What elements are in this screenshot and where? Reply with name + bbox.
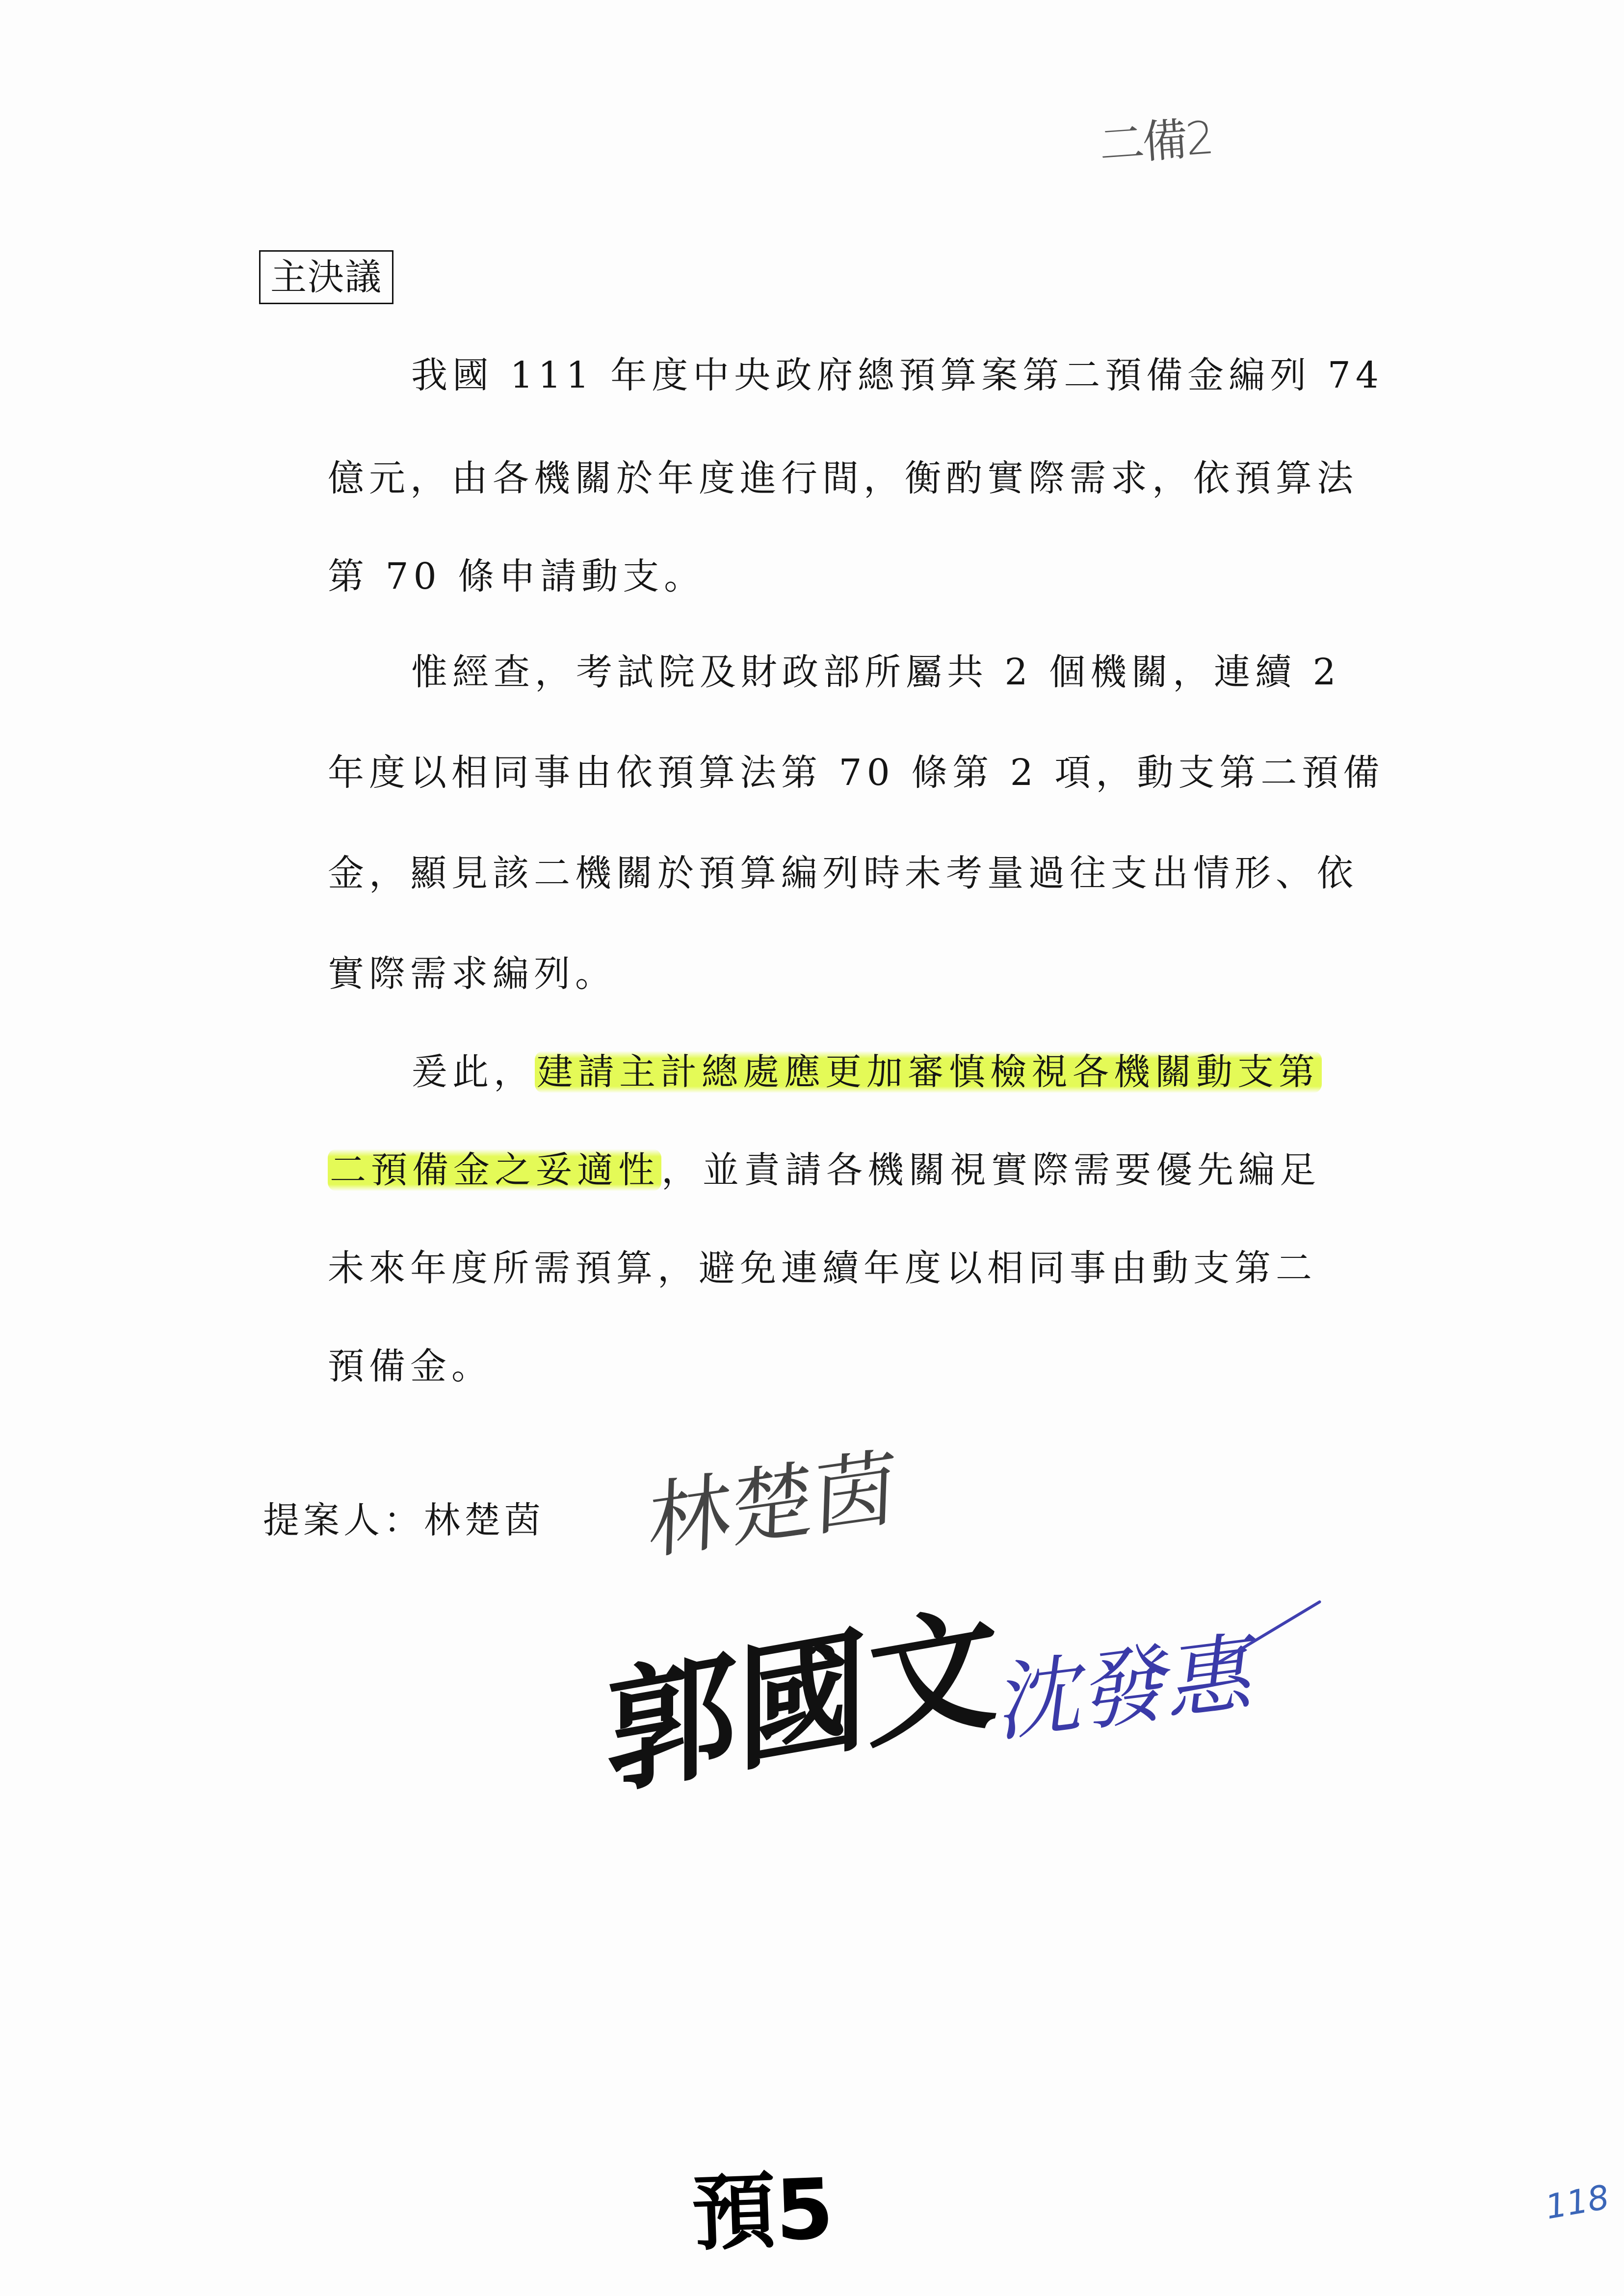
paragraph-3-line-2-suffix: ，並責請各機關視實際需要優先編足	[661, 1149, 1321, 1191]
paragraph-2-line-1: 惟經查，考試院及財政部所屬共 2 個機關，連續 2	[411, 651, 1341, 693]
paragraph-2-line-4: 實際需求編列。	[328, 953, 616, 995]
paragraph-2-line-3: 金，顯見該二機關於預算編列時未考量過往支出情形、依	[328, 852, 1358, 894]
page-number: 118	[1543, 2178, 1612, 2227]
signature-shen-fa-hui: 沈發惠	[995, 1621, 1263, 1755]
paragraph-3-prefix: 爰此，	[411, 1051, 535, 1093]
heading-box: 主決議	[259, 250, 393, 304]
paragraph-3-line-1	[411, 1050, 1397, 1094]
paragraph-3-line-4: 預備金。	[328, 1345, 493, 1387]
top-handwritten-note: 二備2	[1098, 111, 1214, 172]
proposer-line: 提案人：林楚茵	[263, 1499, 545, 1541]
paragraph-2-line-2: 年度以相同事由依預算法第 70 條第 2 項，動支第二預備	[328, 752, 1385, 794]
paragraph-1-line-2: 億元，由各機關於年度進行間，衡酌實際需求，依預算法	[328, 457, 1358, 499]
signature-kuo-kuo-wen: 郭國文	[606, 1588, 998, 1814]
highlighted-recommendation-part-2: 二預備金之妥適性	[328, 1149, 661, 1191]
paragraph-3-line-3: 未來年度所需預算，避免連續年度以相同事由動支第二	[328, 1247, 1317, 1289]
highlighted-recommendation-part-1: 建請主計總處應更加審慎檢視各機關動支第	[535, 1051, 1322, 1093]
signature-lin-chu-yin: 林楚茵	[647, 1438, 898, 1572]
paragraph-1-line-3: 第 70 條申請動支。	[328, 555, 706, 598]
bottom-handwritten-mark: 預5	[690, 2161, 836, 2263]
paragraph-3-line-2	[328, 1148, 1397, 1192]
paragraph-1-line-1: 我國 111 年度中央政府總預算案第二預備金編列 74	[411, 354, 1384, 396]
